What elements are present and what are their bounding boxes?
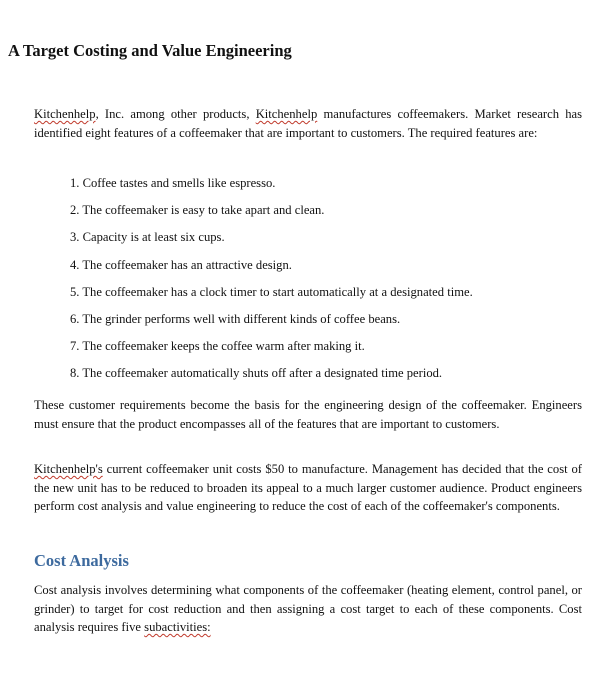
page-title: A Target Costing and Value Engineering (8, 41, 292, 60)
list-item: 5. The coffeemaker has a clock timer to start automatically at a designated time. (70, 284, 473, 299)
list-item: 7. The coffeemaker keeps the coffee warm after making it. (70, 339, 365, 354)
requirements-paragraph: These customer requirements become the basis for the engineering design of the coffeemaker. Engineers must ensure that the product encompasses all of the features that are important to customers. (34, 398, 582, 431)
subactivities-word: subactivities: (144, 620, 211, 635)
cost-paragraph-text: current coffeemaker unit costs $50 to manufacture. Management has decided that the cost of the new unit has to be reduced to broaden its appeal to a much larger customer audience. Product engineers perform cost analysis and value engineering to reduce the cost of each of the coffeemaker's components. (34, 462, 582, 514)
cost-paragraph (34, 460, 582, 516)
list-item: 3. Capacity is at least six cups. (70, 230, 225, 245)
section-heading: Cost Analysis (34, 551, 129, 570)
features-list (70, 174, 473, 392)
company-possessive: Kitchenhelp's (34, 462, 103, 476)
intro-paragraph (34, 105, 582, 142)
company-name-2: Kitchenhelp (255, 107, 318, 121)
cost-analysis-text: Cost analysis involves determining what components of the coffeemaker (heating element, control panel, or grinder) to target for cost reduction and then assigning a cost target to each of these components. Cost analysis requires five (34, 583, 582, 635)
intro-text-2: manufactures coffeemakers. Market research has identified eight features of a coffeemaker that are important to customers. The required features are: (34, 107, 582, 140)
intro-text-1: , Inc. among other products, (95, 107, 256, 121)
list-item: 8. The coffeemaker automatically shuts off after a designated time period. (70, 366, 443, 381)
list-item: 6. The grinder performs well with different kinds of coffee beans. (70, 311, 401, 326)
list-item: 2. The coffeemaker is easy to take apart and clean. (70, 203, 325, 218)
company-name: Kitchenhelp (34, 107, 96, 121)
list-item: 1. Coffee tastes and smells like espresso. (70, 176, 276, 190)
cost-analysis-paragraph (34, 581, 582, 637)
list-item: 4. The coffeemaker has an attractive design. (70, 257, 292, 272)
